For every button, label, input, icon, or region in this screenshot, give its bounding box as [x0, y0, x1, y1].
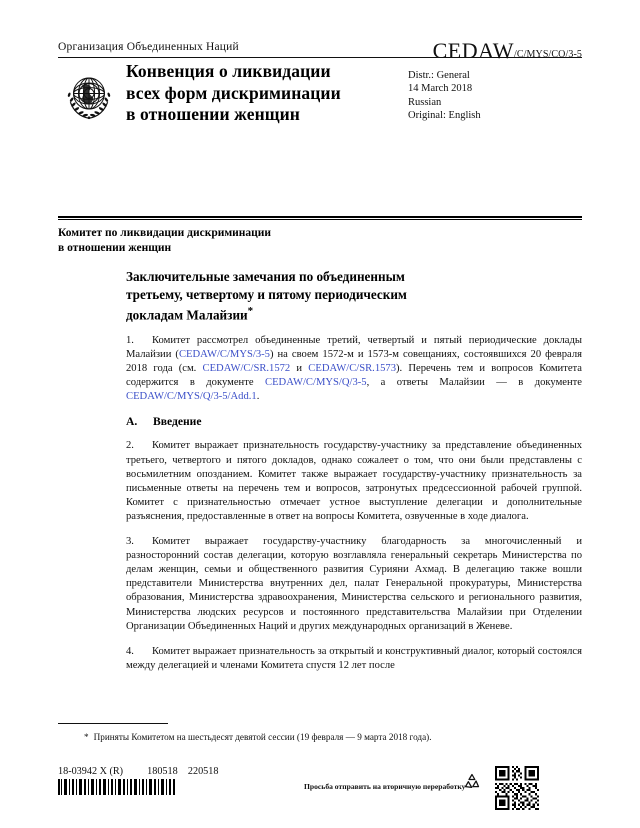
document-symbol-main: CEDAW [432, 38, 515, 63]
page-title-line-3 [126, 303, 526, 324]
docref-cedaw-c-sr-1572[interactable]: CEDAW/C/SR.1572 [202, 363, 291, 375]
paragraph-1-text-b: ) на своем 1572-м и 1573-м совещаниях, состоявшихся 20 февраля 2018 года (см. [126, 349, 582, 375]
document-symbol [433, 38, 582, 64]
footnote [84, 731, 582, 743]
qr-code [495, 766, 539, 810]
paragraph-1 [126, 334, 582, 404]
paragraph-1-number: 1. [126, 335, 134, 346]
title-footnote-marker: * [247, 305, 254, 318]
page-title-line-3-text: докладам Малайзии [126, 307, 248, 323]
docref-cedaw-c-mys-3-5[interactable]: CEDAW/C/MYS/3-5 [178, 349, 270, 361]
paragraph-3-number: 3. [126, 536, 134, 548]
document-date: 14 March 2018 [408, 83, 473, 95]
paragraph-3-text: Комитет выражает государству-участнику благодарность за многочисленный и разносторонний состав делегации, которую возглавляла генеральный секретарь Министерства по делам женщин, семьи и общественного развития Сурияни Ахмад. В делегацию также вошли представители Министерства внутренних дел, палат Генеральной прокуратуры, Министерства образования, Министерства здравоохранения, Министерства сельского и регионального развития, Министерства людских ресурсов и постоянного представительства Малайзии при Отделении Организации Объединенных Наций и других международных организаций в Женеве. [126, 536, 582, 632]
document-symbol-suffix: /C/MYS/CO/3-5 [514, 49, 582, 60]
paragraph-4-number: 4. [126, 645, 134, 657]
page-content [58, 0, 582, 828]
paragraph-4-text: Комитет выражает признательность за открытый и конструктивный диалог, который состоялся между делегацией и членами Комитета спустя 12 лет после [126, 645, 582, 671]
paragraph-1-text-f: . [256, 391, 260, 403]
masthead [58, 40, 582, 139]
recycle-icon [462, 772, 482, 792]
footer-date-1: 180518 [147, 766, 178, 777]
distribution-type: Distr.: General [408, 70, 470, 81]
footer-job-code [58, 766, 218, 777]
recycle-message: Просьба отправить на вторичную переработку [304, 782, 466, 791]
paragraph-4 [126, 645, 582, 673]
paragraph-1-text-e: , а ответы Малайзии — в документе [366, 377, 582, 389]
paragraph-2 [126, 439, 582, 524]
document-original-language: Original: English [408, 110, 481, 122]
paragraph-1-text-c: и [290, 363, 309, 375]
job-number: 18-03942 X (R) [58, 766, 124, 777]
committee-rule [58, 216, 582, 220]
committee-name [58, 226, 488, 256]
convention-title [126, 61, 376, 126]
docref-cedaw-c-sr-1573[interactable]: CEDAW/C/SR.1573 [308, 363, 397, 375]
paragraph-2-number: 2. [126, 440, 134, 452]
footnote-text: Приняты Комитетом на шестьдесят девятой сессии (19 февраля — 9 марта 2018 года). [93, 732, 432, 742]
footnote-marker: * [84, 732, 89, 742]
distribution-block [408, 69, 583, 123]
page-title-line-2: третьему, четвертому и пятому периодическим [126, 286, 407, 302]
paragraph-2-text: Комитет выражает признательность государству-участнику за представление объединенных третьего, четвертого и пятого докладов, однако сожалеет о том, что они были представлены с восьмилетним опозданием. Комитет также выражает государству-участнику признательность за письменные ответы на перечень тем и вопросов, затронутых предсессионной рабочей группой. Комитет с признательностью отмечает устное выступление делегации и дополнительные разъяснения, предоставленные в ответ на вопросы Комитета, озвученные в ходе диалога. [126, 440, 582, 522]
docref-cedaw-c-mys-q-3-5-add-1[interactable]: CEDAW/C/MYS/Q/3-5/Add.1 [126, 391, 257, 403]
page-footer [58, 766, 582, 806]
convention-banner [58, 63, 582, 139]
convention-title-line-1: Конвенция о ликвидации [126, 61, 331, 81]
committee-name-line-1: Комитет по ликвидации дискриминации [58, 227, 272, 239]
organization-name: Организация Объединенных Наций [58, 41, 239, 53]
committee-name-line-2: в отношении женщин [58, 242, 172, 254]
footnote-rule [58, 723, 168, 724]
docref-cedaw-c-mys-q-3-5[interactable]: CEDAW/C/MYS/Q/3-5 [265, 377, 367, 389]
convention-title-line-3: в отношении женщин [126, 104, 300, 124]
paragraph-1-text-a: Комитет рассмотрел объединенные третий, четвертый и пятый периодические доклады Малайзии ( [126, 335, 582, 361]
convention-title-line-2: всех форм дискриминации [126, 82, 341, 103]
section-a-label: Введение [153, 415, 202, 429]
un-emblem [58, 65, 120, 127]
paragraph-1-text-d: ). Перечень тем и вопросов Комитета содержится в документе [126, 363, 582, 389]
document-body [126, 334, 582, 684]
section-a-heading [126, 415, 582, 429]
document-language: Russian [408, 96, 442, 108]
section-a-letter: A. [126, 415, 138, 429]
paragraph-3 [126, 535, 582, 634]
footer-date-2: 220518 [187, 766, 219, 777]
section-a [126, 415, 582, 428]
page-title-line-1: Заключительные замечания по объединенным [126, 269, 405, 284]
barcode [58, 779, 176, 795]
page-title [126, 268, 526, 324]
